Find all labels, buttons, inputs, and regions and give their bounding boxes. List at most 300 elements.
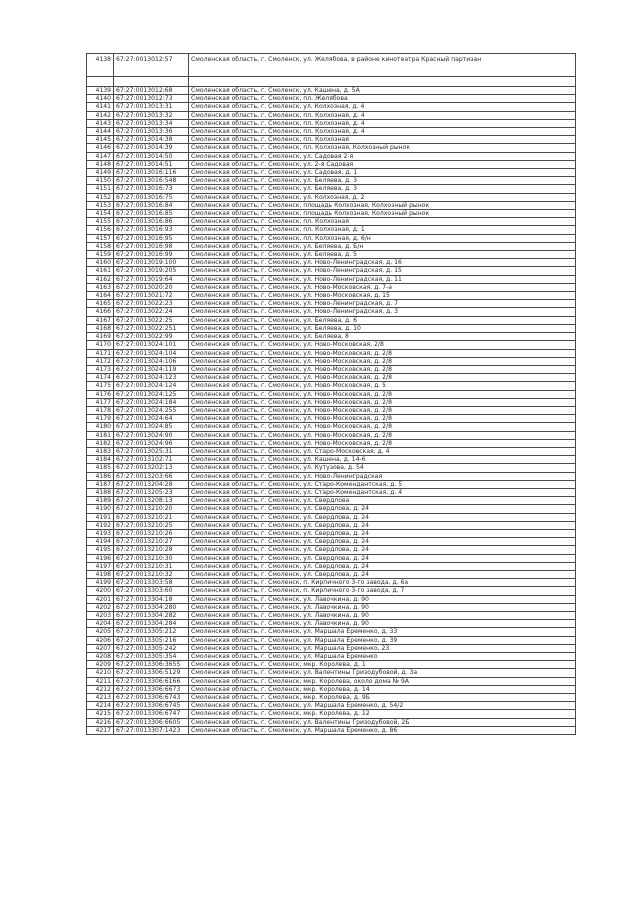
address: Смоленская область, г. Смоленск, пл. Колхозная, д. 4 [189,111,576,119]
row-number: 4212 [87,685,114,693]
table-row [87,259,576,267]
row-number: 4155 [87,218,114,226]
address: Смоленская область, г. Смоленск, пл. Колхозная, д. 1 [189,226,576,234]
table-row [87,333,576,341]
address: Смоленская область, г. Смоленск, пл. Колхозная, д. 4 [189,119,576,127]
row-number: 4145 [87,136,114,144]
cadastral-number: 67:27:0013024:90 [114,431,189,439]
row-number: 4174 [87,374,114,382]
cadastral-number: 67:27:0013024:104 [114,349,189,357]
address: Смоленская область, г. Смоленск, ул. Ново-Московская, 2/8 [189,341,576,349]
address: Смоленская область, г. Смоленск, ул. Кутузова, д. 54 [189,464,576,472]
row-number: 4176 [87,390,114,398]
cadastral-number: 67:27:0013016:95 [114,234,189,242]
cadastral-number: 67:27:0013019:100 [114,259,189,267]
address: Смоленская область, г. Смоленск, п. Кирпичного 3-го завода, д. 6а [189,579,576,587]
address: Смоленская область, г. Смоленск, ул. Ново-Ленинградская [189,472,576,480]
table-row [87,210,576,218]
row-number: 4156 [87,226,114,234]
row-number: 4179 [87,415,114,423]
table-row [87,464,576,472]
row-number: 4149 [87,169,114,177]
cadastral-number: 67:27:0013012:73 [114,95,189,103]
table-row [87,546,576,554]
address: Смоленская область, г. Смоленск, ул. Ново-Московская, д. 2/8 [189,357,576,365]
cadastral-number: 67:27:0013306:6745 [114,702,189,710]
cadastral-number: 67:27:0013024:101 [114,341,189,349]
row-number: 4217 [87,726,114,734]
address: Смоленская область, г. Смоленск, ул. Свердлова, д. 24 [189,546,576,554]
row-number: 4206 [87,636,114,644]
row-number: 4201 [87,595,114,603]
row-number: 4178 [87,406,114,414]
table-row [87,185,576,193]
address: Смоленская область, г. Смоленск, мкр. Королева, д. 14 [189,685,576,693]
address: Смоленская область, г. Смоленск, ул. Кашена, д. 5А [189,87,576,95]
table-row [87,324,576,332]
row-number: 4142 [87,111,114,119]
row-number: 4175 [87,382,114,390]
table-row [87,529,576,537]
address: Смоленская область, г. Смоленск, ул. Старо-Московская, д. 4 [189,447,576,455]
table-row [87,603,576,611]
address: Смоленская область, г. Смоленск, ул. Валентины Гризодубовой, д. 3а [189,669,576,677]
table-row [87,661,576,669]
address: Смоленская область, г. Смоленск, пл. Колхозная, д. 6/н [189,234,576,242]
table-row [87,144,576,152]
table-row [87,447,576,455]
address: Смоленская область, г. Смоленск, пл. Колхозная [189,136,576,144]
table-row [87,644,576,652]
row-number: 4189 [87,497,114,505]
table-row [87,267,576,275]
table-row [87,669,576,677]
table-row [87,201,576,209]
address: Смоленская область, г. Смоленск, ул. Свердлова, д. 24 [189,538,576,546]
cadastral-number: 67:27:0013024:123 [114,374,189,382]
address: Смоленская область, г. Смоленск, ул. Беляева, 8 [189,333,576,341]
cadastral-number: 67:27:0013019:64 [114,275,189,283]
row-number: 4208 [87,653,114,661]
address: Смоленская область, г. Смоленск, ул. Ново-Московская, д. 2/8 [189,390,576,398]
address: Смоленская область, г. Смоленск, ул. Беляева, д. 10 [189,324,576,332]
address: Смоленская область, г. Смоленск, ул. Колхозная, д. 4 [189,103,576,111]
row-number: 4216 [87,718,114,726]
cadastral-number: 67:27:0013016:84 [114,201,189,209]
table-row [87,177,576,185]
table-row [87,95,576,103]
address: Смоленская область, г. Смоленск, ул. Ново-Ленинградская, д. 7 [189,300,576,308]
row-number: 4152 [87,193,114,201]
cadastral-number: 67:27:0013304:284 [114,620,189,628]
row-number: 4173 [87,365,114,373]
address: Смоленская область, г. Смоленск, ул. Свердлова, д. 24 [189,513,576,521]
cadastral-number: 67:27:0013303:58 [114,579,189,587]
cadastral-number: 67:27:0013024:85 [114,423,189,431]
row-number: 4146 [87,144,114,152]
cadastral-number: 67:27:0013020:20 [114,283,189,291]
row-number: 4193 [87,529,114,537]
table-row [87,111,576,119]
cadastral-number: 67:27:0013013:32 [114,111,189,119]
address: Смоленская область, г. Смоленск, площадь Колхозная, Колхозный рынок [189,210,576,218]
row-number: 4160 [87,259,114,267]
cadastral-number: 67:27:0013208:13 [114,497,189,505]
cadastral-number: 67:27:0013202:13 [114,464,189,472]
table-row [87,87,576,95]
row-number: 4140 [87,95,114,103]
table-row [87,480,576,488]
cadastral-number: 67:27:0013205:23 [114,488,189,496]
table-row [87,718,576,726]
cadastral-number: 67:27:0013305:354 [114,653,189,661]
table-row [87,128,576,136]
table-row [87,562,576,570]
table-row [87,316,576,324]
table-row [87,439,576,447]
table-row [87,636,576,644]
row-number: 4188 [87,488,114,496]
table-row [87,579,576,587]
cadastral-number: 67:27:0013022:25 [114,316,189,324]
table-row [87,54,576,77]
address: Смоленская область, г. Смоленск, мкр. Королева, д. 9Б [189,694,576,702]
table-row [87,456,576,464]
address: Смоленская область, г. Смоленск, ул. Свердлова, д. 24 [189,505,576,513]
table-row [87,152,576,160]
row-number: 4192 [87,521,114,529]
address: Смоленская область, г. Смоленск, ул. Желябова, в районе кинотеатра Красный партизан [189,54,576,77]
table-row [87,488,576,496]
address: Смоленская область, г. Смоленск, мкр. Королева, около дома № 9А [189,677,576,685]
cadastral-number: 67:27:0013012:68 [114,87,189,95]
table-row [87,694,576,702]
row-number: 4211 [87,677,114,685]
cadastral-number: 67:27:0013014:50 [114,152,189,160]
empty-cell [114,77,189,87]
cadastral-number: 67:27:0013304:282 [114,612,189,620]
row-number: 4200 [87,587,114,595]
cadastral-number: 67:27:0013019:205 [114,267,189,275]
row-number: 4195 [87,546,114,554]
row-number: 4213 [87,694,114,702]
address: Смоленская область, г. Смоленск, ул. Колхозная, д. 2 [189,193,576,201]
address: Смоленская область, г. Смоленск, ул. Валентины Гризодубовой, 2Б [189,718,576,726]
table-row [87,505,576,513]
row-number: 4158 [87,242,114,250]
row-number: 4161 [87,267,114,275]
table-row [87,103,576,111]
cadastral-number: 67:27:0013210:27 [114,538,189,546]
address: Смоленская область, г. Смоленск, мкр. Королева, д. 12 [189,710,576,718]
cadastral-number: 67:27:0013024:119 [114,365,189,373]
row-number: 4150 [87,177,114,185]
cadastral-number: 67:27:0013022:23 [114,300,189,308]
table-row [87,587,576,595]
row-number: 4198 [87,570,114,578]
address: Смоленская область, г. Смоленск, ул. Ново-Ленинградская, д. 3 [189,308,576,316]
cadastral-number: 67:27:0013022:99 [114,333,189,341]
row-number: 4187 [87,480,114,488]
row-number: 4180 [87,423,114,431]
row-number: 4159 [87,251,114,259]
row-number: 4162 [87,275,114,283]
address: Смоленская область, г. Смоленск, ул. Маршала Еременко, д. 33 [189,628,576,636]
row-number: 4191 [87,513,114,521]
row-number: 4151 [87,185,114,193]
address: Смоленская область, г. Смоленск, ул. Старо-Комендантская, д. 4 [189,488,576,496]
cadastral-number: 67:27:0013210:25 [114,521,189,529]
table-row [87,160,576,168]
row-number: 4169 [87,333,114,341]
address: Смоленская область, г. Смоленск, ул. Ново-Московская, д. 2/8 [189,415,576,423]
table-row [87,218,576,226]
row-number: 4139 [87,87,114,95]
cadastral-number: 67:27:0013305:242 [114,644,189,652]
table-row [87,193,576,201]
address: Смоленская область, г. Смоленск, ул. Ново-Ленинградская, д. 11 [189,275,576,283]
address: Смоленская область, г. Смоленск, ул. Ново-Московская, д. 15 [189,292,576,300]
cadastral-number: 67:27:0013210:32 [114,570,189,578]
table-row [87,226,576,234]
address: Смоленская область, г. Смоленск, ул. Беляева, д. 3 [189,185,576,193]
address: Смоленская область, г. Смоленск, ул. Лавочкина, д. 90 [189,603,576,611]
document-page [86,53,576,735]
cadastral-number: 67:27:0013016:99 [114,251,189,259]
table-row [87,300,576,308]
row-number: 4210 [87,669,114,677]
cadastral-number: 67:27:0013306:6673 [114,685,189,693]
row-number: 4196 [87,554,114,562]
address: Смоленская область, г. Смоленск, ул. Ново-Московская, д. 5 [189,382,576,390]
table-row [87,242,576,250]
cadastral-number: 67:27:0013014:38 [114,136,189,144]
address: Смоленская область, г. Смоленск, ул. Свердлова, д. 24 [189,521,576,529]
row-number: 4138 [87,54,114,77]
table-row [87,251,576,259]
address: Смоленская область, г. Смоленск, площадь Колхозная, Колхозный рынок [189,201,576,209]
row-number: 4154 [87,210,114,218]
address: Смоленская область, г. Смоленск, ул. Маршала Еременко [189,653,576,661]
table-row [87,653,576,661]
cadastral-number: 67:27:0013210:26 [114,529,189,537]
row-number: 4168 [87,324,114,332]
cadastral-number: 67:27:0013013:36 [114,128,189,136]
table-row [87,415,576,423]
cadastral-number: 67:27:0013024:96 [114,439,189,447]
cadastral-number: 67:27:0013306:6166 [114,677,189,685]
address: Смоленская область, г. Смоленск, ул. Ново-Московская, д. 2/8 [189,398,576,406]
table-row [87,595,576,603]
row-number: 4190 [87,505,114,513]
row-gap [87,77,576,87]
address: Смоленская область, г. Смоленск, мкр. Королева, д. 1 [189,661,576,669]
row-number: 4182 [87,439,114,447]
address: Смоленская область, г. Смоленск, пл. Колхозная, Колхозный рынок [189,144,576,152]
table-row [87,538,576,546]
table-row [87,497,576,505]
table-row [87,390,576,398]
cadastral-number: 67:27:0013016:93 [114,226,189,234]
cadastral-number: 67:27:0013210:28 [114,546,189,554]
row-number: 4172 [87,357,114,365]
cadastral-number: 67:27:0013203:66 [114,472,189,480]
address: Смоленская область, г. Смоленск, ул. Маршала Еременко, д. 54/2 [189,702,576,710]
table-row [87,521,576,529]
row-number: 4153 [87,201,114,209]
address: Смоленская область, г. Смоленск, ул. Ново-Московская, д. 2/8 [189,406,576,414]
table-row [87,406,576,414]
cadastral-number: 67:27:0013016:548 [114,177,189,185]
row-number: 4166 [87,308,114,316]
table-row [87,398,576,406]
cadastral-number: 67:27:0013102:71 [114,456,189,464]
address: Смоленская область, г. Смоленск, ул. Лавочкина, д. 90 [189,620,576,628]
cadastral-number: 67:27:0013306:3655 [114,661,189,669]
empty-cell [189,77,576,87]
address: Смоленская область, г. Смоленск, ул. Беляева, д. 3 [189,177,576,185]
cadastral-number: 67:27:0013022:251 [114,324,189,332]
cadastral-number: 67:27:0013305:216 [114,636,189,644]
address: Смоленская область, г. Смоленск, ул. Ново-Московская, д. 2/8 [189,365,576,373]
row-number: 4184 [87,456,114,464]
table-row [87,423,576,431]
table-row [87,612,576,620]
table-row [87,513,576,521]
row-number: 4143 [87,119,114,127]
table-row [87,628,576,636]
row-number: 4167 [87,316,114,324]
cadastral-number: 67:27:0013024:64 [114,415,189,423]
table-row [87,357,576,365]
table-row [87,472,576,480]
row-number: 4141 [87,103,114,111]
cadastral-number: 67:27:0013306:6743 [114,694,189,702]
row-number: 4202 [87,603,114,611]
address: Смоленская область, г. Смоленск, ул. Старо-Комендантская, д. 5 [189,480,576,488]
empty-cell [87,77,114,87]
table-row [87,702,576,710]
address: Смоленская область, г. Смоленск, ул. Ново-Московская, д. 2/8 [189,423,576,431]
table-row [87,710,576,718]
cadastral-number: 67:27:0013024:124 [114,382,189,390]
table-row [87,431,576,439]
table-body [87,54,576,735]
address: Смоленская область, г. Смоленск, ул. Маршала Еременко, д. 39 [189,636,576,644]
address: Смоленская область, г. Смоленск, ул. Ново-Ленинградская, д. 15 [189,267,576,275]
address: Смоленская область, г. Смоленск, пл. Колхозная, д. 4 [189,128,576,136]
table-row [87,169,576,177]
row-number: 4164 [87,292,114,300]
cadastral-number: 67:27:0013012:57 [114,54,189,77]
cadastral-number: 67:27:0013204:28 [114,480,189,488]
cadastral-number: 67:27:0013016:98 [114,242,189,250]
cadastral-number: 67:27:0013025:31 [114,447,189,455]
row-number: 4203 [87,612,114,620]
cadastral-number: 67:27:0013024:184 [114,398,189,406]
row-number: 4209 [87,661,114,669]
address: Смоленская область, г. Смоленск, ул. Лавочкина, д. 90 [189,612,576,620]
cadastral-number: 67:27:0013304:280 [114,603,189,611]
address: Смоленская область, г. Смоленск, ул. Ново-Московская, д. 2/8 [189,431,576,439]
address: Смоленская область, г. Смоленск, ул. Кашена, д. 14-6 [189,456,576,464]
address: Смоленская область, г. Смоленск, ул. Свердлова, д. 24 [189,562,576,570]
cadastral-number: 67:27:0013022:24 [114,308,189,316]
address: Смоленская область, г. Смоленск, ул. Свердлова, д. 24 [189,570,576,578]
cadastral-number: 67:27:0013303:60 [114,587,189,595]
cadastral-number: 67:27:0013013:34 [114,119,189,127]
address: Смоленская область, г. Смоленск, ул. Беляева, д. Б/н [189,242,576,250]
address: Смоленская область, г. Смоленск, ул. Маршала Еременко, 23 [189,644,576,652]
address: Смоленская область, г. Смоленск, ул. Ново-Московская, д. 7-а [189,283,576,291]
cadastral-number: 67:27:0013307:1423 [114,726,189,734]
cadastral-number: 67:27:0013305:212 [114,628,189,636]
row-number: 4144 [87,128,114,136]
table-row [87,275,576,283]
cadastral-number: 67:27:0013210:30 [114,554,189,562]
address: Смоленская область, г. Смоленск, ул. Садовая, д. 1 [189,169,576,177]
row-number: 4170 [87,341,114,349]
row-number: 4205 [87,628,114,636]
row-number: 4215 [87,710,114,718]
table-row [87,570,576,578]
row-number: 4207 [87,644,114,652]
address: Смоленская область, г. Смоленск, ул. Ново-Московская, д. 2/8 [189,374,576,382]
row-number: 4197 [87,562,114,570]
row-number: 4177 [87,398,114,406]
cadastral-number: 67:27:0013024:255 [114,406,189,414]
address: Смоленская область, г. Смоленск, ул. Маршала Еременко, д. 86 [189,726,576,734]
row-number: 4199 [87,579,114,587]
address: Смоленская область, г. Смоленск, ул. 2-я Садовая [189,160,576,168]
address: Смоленская область, г. Смоленск, ул. Беляева, д. 5 [189,251,576,259]
table-row [87,292,576,300]
table-row [87,554,576,562]
address: Смоленская область, г. Смоленск, пл. Колхозная [189,218,576,226]
cadastral-number: 67:27:0013306:6747 [114,710,189,718]
address: Смоленская область, г. Смоленск, п. Кирпичного 3-го завода, д. 7 [189,587,576,595]
address: Смоленская область, г. Смоленск, ул. Свердлова, д. 24 [189,554,576,562]
row-number: 4171 [87,349,114,357]
table-row [87,234,576,242]
table-row [87,308,576,316]
cadastral-number: 67:27:0013024:106 [114,357,189,365]
address: Смоленская область, г. Смоленск, ул. Ново-Ленинградская, д. 16 [189,259,576,267]
address: Смоленская область, г. Смоленск, ул. Беляева, д. 6 [189,316,576,324]
row-number: 4181 [87,431,114,439]
row-number: 4214 [87,702,114,710]
cadastral-number: 67:27:0013016:85 [114,210,189,218]
cadastral-number: 67:27:0013306:5129 [114,669,189,677]
address: Смоленская область, г. Смоленск, ул. Садовая 2-я [189,152,576,160]
row-number: 4185 [87,464,114,472]
cadastral-number: 67:27:0013013:31 [114,103,189,111]
table-row [87,365,576,373]
address: Смоленская область, г. Смоленск, ул. Ново-Московская, д. 2/8 [189,349,576,357]
row-number: 4194 [87,538,114,546]
row-number: 4204 [87,620,114,628]
table-row [87,349,576,357]
address: Смоленская область, г. Смоленск, ул. Свердлова, д. 24 [189,529,576,537]
cadastral-number: 67:27:0013024:125 [114,390,189,398]
row-number: 4157 [87,234,114,242]
cadastral-number: 67:27:0013016:86 [114,218,189,226]
cadastral-number: 67:27:0013021:72 [114,292,189,300]
cadastral-number: 67:27:0013210:21 [114,513,189,521]
cadastral-number: 67:27:0013306:6605 [114,718,189,726]
row-number: 4163 [87,283,114,291]
cadastral-number: 67:27:0013304:18 [114,595,189,603]
